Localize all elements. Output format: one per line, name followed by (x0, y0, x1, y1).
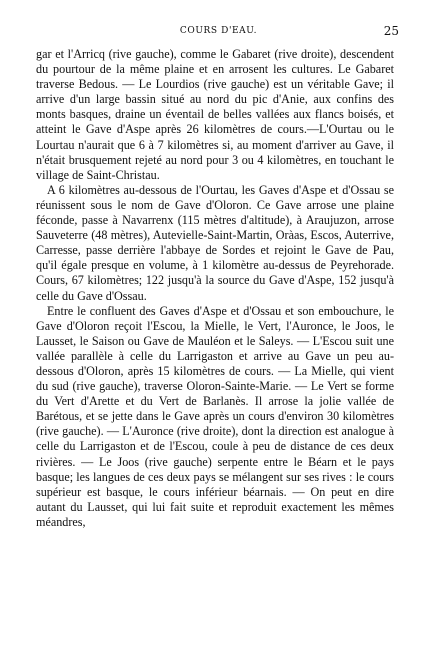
running-title: COURS D'EAU. (179, 26, 258, 36)
page-number: 25 (383, 24, 399, 38)
paragraph-3: Entre le confluent des Gaves d'Aspe et d'Ossau et son embouchure, le Gave d'Oloron reçoit l'Escou, la Mielle, le Vert, l'Auronce, le Joos, le Lausset, le Saison ou Gave de Mauléon et le Saleys. — L'Escou suit une vallée parallèle à celle du Larrigaston et arrive au Gave un peu au-dessous d'Oloron, après 15 kilomètres de cours. — La Mielle, qui vient du sud (rive gauche), traverse Oloron-Sainte-Marie. — Le Vert se forme du Vert d'Arette et du Vert de Barlanès. Il arrose la jolie vallée de Barétous, et se jette dans le Gave après un cours d'environ 30 kilomètres (rive gauche). — L'Auronce (rive droite), dont la direction est analogue à celle du Larrigaston et de l'Escou, coule à peu de distance de ces deux rivières. — Le Joos (rive gauche) serpente entre le Béarn et le pays basque; les langues de ces deux pays se mélangent sur ses rives : le cours supérieur est basque, le cours inférieur béarnais. — On peut en dire autant du Lausset, qui lui fait suite et reproduit exactement les mêmes méandres, (36, 303, 394, 529)
paragraph-1: gar et l'Arricq (rive gauche), comme le Gabaret (rive droite), descendent du pourtour de la même plaine et en arrosent les cultures. Le Gabaret traverse Bedous. — Le Lourdios (rive gauche) est un véritable Gave; il arrive d'un large bassin situé au nord du pic d'Anie, aux confins des monts basques, draine un éventail de belles vallées aux flancs boisés, et atteint le Gave d'Aspe après 26 kilomètres de cours.—L'Ourtau ou le Lourtau n'aurait que 6 à 7 kilomètres si, au moment d'arriver au Gave, il n'était brusquement rejeté au nord pour 3 ou 4 kilomètres, en touchant le village de Saint-Christau. (36, 47, 394, 182)
body-text (36, 47, 394, 530)
paragraph-2: A 6 kilomètres au-dessous de l'Ourtau, les Gaves d'Aspe et d'Ossau se réunissent sous le nom de Gave d'Oloron. Ce Gave arrose une plaine féconde, passe à Navarrenx (115 mètres d'altitude), à Araujuzon, arrose Sauveterre (48 mètres), Autevielle-Saint-Martin, Oràas, Escos, Auterrive, Carresse, passe derrière l'abbaye de Sordes et rejoint le Gave de Pau, qu'il égale presque en volume, à 1 kilomètre au-dessus de Peyrehorade. Cours, 67 kilomètres; 122 jusqu'à la source du Gave d'Aspe, 152 jusqu'à celle du Gave d'Ossau. (36, 182, 394, 303)
page-header (38, 24, 399, 40)
